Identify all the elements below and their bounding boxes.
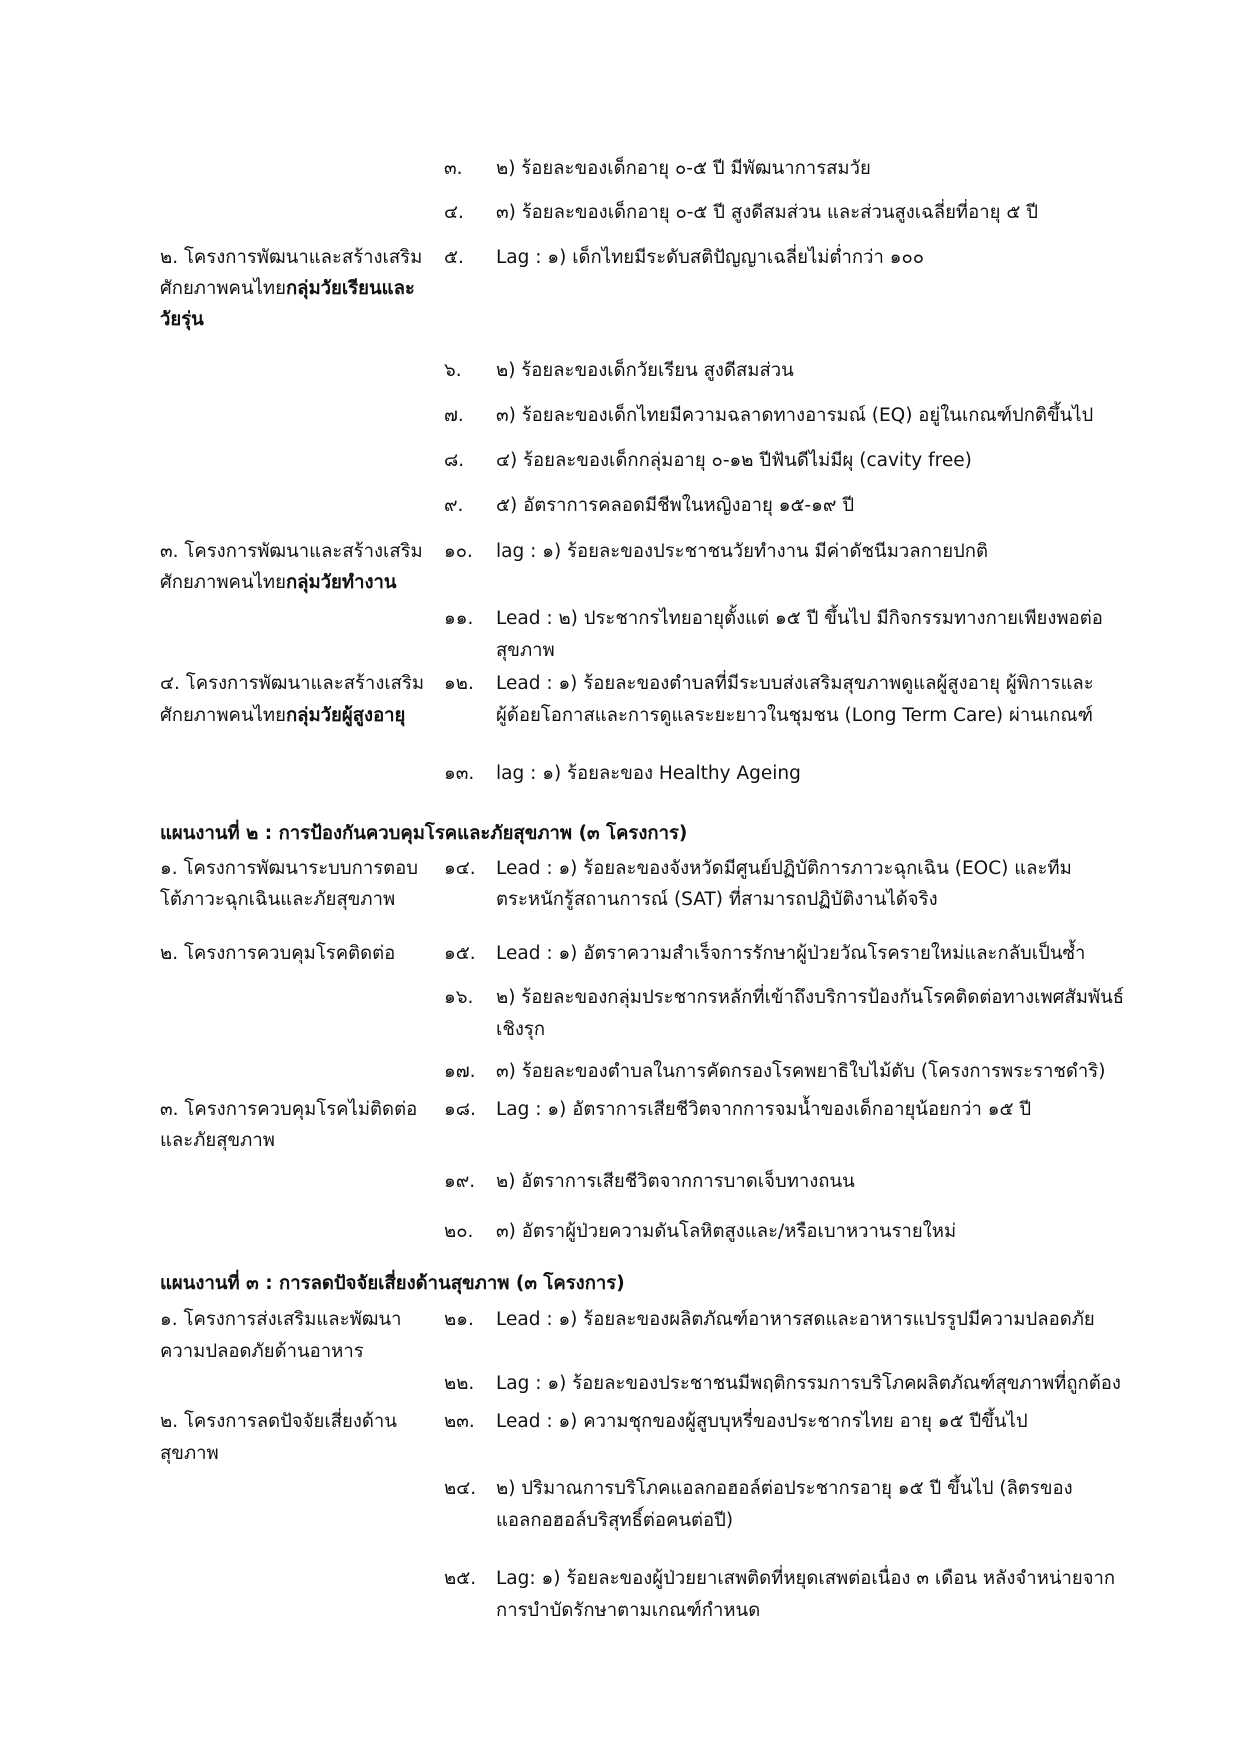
indicator-text-cont: เชิงรุก <box>496 1019 546 1040</box>
indicator-number: ๑๒. <box>444 673 474 694</box>
project-title-line2: และภัยสุขภาพ <box>160 1130 275 1151</box>
indicator-number: ๒๒. <box>444 1373 475 1394</box>
indicator-text-cont: ตระหนักรู้สถานการณ์ (SAT) ที่สามารถปฏิบัติงานได้จริง <box>496 889 938 910</box>
indicator-text-cont: แอลกอฮอล์บริสุทธิ์ต่อคนต่อปี) <box>496 1510 734 1531</box>
indicator-text: ๒) อัตราการเสียชีวิตจากการบาดเจ็บทางถนน <box>496 1171 855 1192</box>
indicator-text: ๓) อัตราผู้ป่วยความดันโลหิตสูงและ/หรือเบาหวานรายใหม่ <box>496 1221 957 1242</box>
indicator-number: ๙. <box>444 495 464 516</box>
project-title-line2: ศักยภาพคนไทยกลุ่มวัยทำงาน <box>160 572 397 593</box>
indicator-number: ๒๔. <box>444 1478 477 1499</box>
project-title-line2: โต้ภาวะฉุกเฉินและภัยสุขภาพ <box>160 889 396 910</box>
indicator-text: ๓) ร้อยละของตำบลในการคัดกรองโรคพยาธิใบไม้ตับ (โครงการพระราชดำริ) <box>496 1061 1106 1082</box>
indicator-text: Lead : ๑) ความชุกของผู้สูบบุหรี่ของประชากรไทย อายุ ๑๕ ปีขึ้นไป <box>496 1411 1028 1432</box>
indicator-text: Lead : ๒) ประชากรไทยอายุตั้งแต่ ๑๕ ปี ขึ้นไป มีกิจกรรมทางกายเพียงพอต่อ <box>496 608 1103 629</box>
indicator-text: Lag: ๑) ร้อยละของผู้ป่วยยาเสพติดที่หยุดเสพต่อเนื่อง ๓ เดือน หลังจำหน่ายจาก <box>496 1568 1116 1589</box>
indicator-number: ๒๓. <box>444 1411 475 1432</box>
indicator-number: ๑๓. <box>444 763 475 784</box>
indicator-text: Lag : ๑) ร้อยละของประชาชนมีพฤติกรรมการบริโภคผลิตภัณฑ์สุขภาพที่ถูกต้อง <box>496 1373 1121 1394</box>
project-title: ๑. โครงการพัฒนาระบบการตอบ <box>160 858 419 879</box>
indicator-text: lag : ๑) ร้อยละของ Healthy Ageing <box>496 763 801 784</box>
section-heading: แผนงานที่ ๒ : การป้องกันควบคุมโรคและภัยสุขภาพ (๓ โครงการ) <box>160 823 688 844</box>
indicator-text: ๒) ร้อยละของกลุ่มประชากรหลักที่เข้าถึงบริการป้องกันโรคติดต่อทางเพศสัมพันธ์ <box>496 987 1125 1008</box>
indicator-text: Lead : ๑) ร้อยละของตำบลที่มีระบบส่งเสริมสุขภาพดูแลผู้สูงอายุ ผู้พิการและ <box>496 673 1094 694</box>
indicator-text: ๔) ร้อยละของเด็กกลุ่มอายุ ๐-๑๒ ปีฟันดีไม่มีผุ (cavity free) <box>496 450 972 471</box>
indicator-number: ๖. <box>444 360 462 381</box>
project-title: ๒. โครงการลดปัจจัยเสี่ยงด้าน <box>160 1411 397 1432</box>
indicator-number: ๔. <box>444 202 464 223</box>
project-title-line2: ศักยภาพคนไทยกลุ่มวัยผู้สูงอายุ <box>160 705 406 726</box>
indicator-number: ๑๕. <box>444 943 476 964</box>
indicator-number: ๘. <box>444 450 465 471</box>
indicator-text: ๓) ร้อยละของเด็กไทยมีความฉลาดทางอารมณ์ (EQ) อยู่ในเกณฑ์ปกติขึ้นไป <box>496 405 1094 426</box>
indicator-text-cont: การบำบัดรักษาตามเกณฑ์กำหนด <box>496 1600 761 1621</box>
project-title: ๒. โครงการควบคุมโรคติดต่อ <box>160 943 396 964</box>
project-title: ๒. โครงการพัฒนาและสร้างเสริม <box>160 247 423 268</box>
indicator-number: ๗. <box>444 405 464 426</box>
indicator-number: ๑๑. <box>444 608 474 629</box>
indicator-text: Lag : ๑) อัตราการเสียชีวิตจากการจมน้ำของเด็กอายุน้อยกว่า ๑๕ ปี <box>496 1099 1032 1120</box>
indicator-number: ๑๐. <box>444 541 473 562</box>
indicator-number: ๕. <box>444 247 464 268</box>
project-title: ๓. โครงการควบคุมโรคไม่ติดต่อ <box>160 1099 418 1120</box>
indicator-number: ๑๙. <box>444 1171 476 1192</box>
section-heading: แผนงานที่ ๓ : การลดปัจจัยเสี่ยงด้านสุขภาพ (๓ โครงการ) <box>160 1273 625 1294</box>
indicator-text: lag : ๑) ร้อยละของประชาชนวัยทำงาน มีค่าดัชนีมวลกายปกติ <box>496 541 989 562</box>
indicator-number: ๒๕. <box>444 1568 477 1589</box>
indicator-number: ๑๔. <box>444 858 476 879</box>
project-title: ๔. โครงการพัฒนาและสร้างเสริม <box>160 673 425 694</box>
indicator-text: ๒) ปริมาณการบริโภคแอลกอฮอล์ต่อประชากรอายุ ๑๕ ปี ขึ้นไป (ลิตรของ <box>496 1478 1073 1499</box>
indicator-number: ๒๐. <box>444 1221 474 1242</box>
project-title-line3: วัยรุ่น <box>160 309 204 330</box>
indicator-number: ๒๑. <box>444 1309 474 1330</box>
indicator-text-cont: สุขภาพ <box>496 640 555 661</box>
indicator-text: Lead : ๑) ร้อยละของจังหวัดมีศูนย์ปฏิบัติการภาวะฉุกเฉิน (EOC) และทีม <box>496 858 1072 879</box>
indicator-number: ๑๗. <box>444 1061 476 1082</box>
project-title: ๑. โครงการส่งเสริมและพัฒนา <box>160 1309 402 1330</box>
indicator-text-cont: ผู้ด้อยโอกาสและการดูแลระยะยาวในชุมชน (Long Term Care) ผ่านเกณฑ์ <box>496 705 1093 726</box>
project-title-line2: ความปลอดภัยด้านอาหาร <box>160 1341 364 1362</box>
project-title: ๓. โครงการพัฒนาและสร้างเสริม <box>160 541 423 562</box>
indicator-text: ๒) ร้อยละของเด็กอายุ ๐-๕ ปี มีพัฒนาการสมวัย <box>496 158 871 179</box>
indicator-text: ๓) ร้อยละของเด็กอายุ ๐-๕ ปี สูงดีสมส่วน และส่วนสูงเฉลี่ยที่อายุ ๕ ปี <box>496 202 1038 223</box>
indicator-number: ๑๘. <box>444 1099 476 1120</box>
indicator-number: ๑๖. <box>444 987 474 1008</box>
indicator-text: Lead : ๑) อัตราความสำเร็จการรักษาผู้ป่วยวัณโรครายใหม่และกลับเป็นซ้ำ <box>496 943 1086 964</box>
indicator-number: ๓. <box>444 158 463 179</box>
indicator-text: Lead : ๑) ร้อยละของผลิตภัณฑ์อาหารสดและอาหารแปรรูปมีความปลอดภัย <box>496 1309 1095 1330</box>
project-title-line2: ศักยภาพคนไทยกลุ่มวัยเรียนและ <box>160 278 415 299</box>
indicator-text: ๕) อัตราการคลอดมีชีพในหญิงอายุ ๑๕-๑๙ ปี <box>496 495 855 516</box>
project-title-line2: สุขภาพ <box>160 1443 219 1464</box>
indicator-text: Lag : ๑) เด็กไทยมีระดับสติปัญญาเฉลี่ยไม่ต่ำกว่า ๑๐๐ <box>496 247 925 268</box>
indicator-text: ๒) ร้อยละของเด็กวัยเรียน สูงดีสมส่วน <box>496 360 794 381</box>
